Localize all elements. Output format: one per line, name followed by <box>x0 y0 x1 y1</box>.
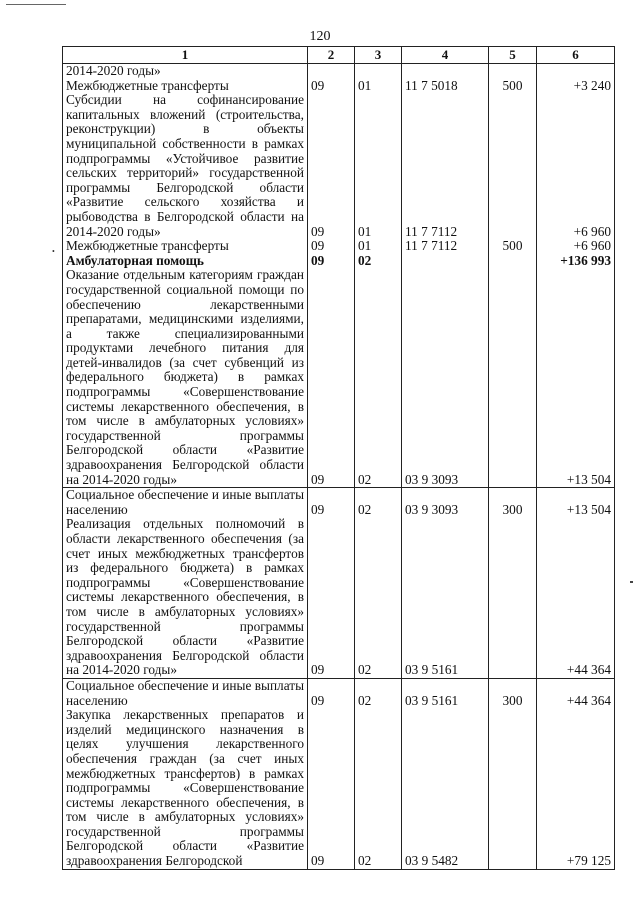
amount-cell: +79 125 <box>537 708 615 869</box>
budget-table <box>62 46 615 870</box>
header-col-4: 4 <box>402 47 489 64</box>
section-code-cell: 09 <box>308 268 355 487</box>
table-row <box>63 64 615 79</box>
target-article-cell: 03 9 5161 <box>402 678 489 708</box>
subsection-code-cell: 01 <box>355 93 402 239</box>
target-article-cell: 11 7 7112 <box>402 93 489 239</box>
amount-cell: +44 364 <box>537 517 615 678</box>
description-cell: 2014-2020 годы» <box>63 64 308 79</box>
table-row <box>63 239 615 254</box>
header-col-6: 6 <box>537 47 615 64</box>
description-cell: Закупка лекарственных препаратов и изделий медицинского назначения в целях улучшения лекарственного обеспечения граждан (за счет иных межбюджетных трансфертов) в рамках подпрограммы «Совершенствование системы лекарственного обеспечения, в том числе в амбулаторных условиях» государственной программы Белгородской области «Развитие здравоохранения Белгородской <box>63 708 308 869</box>
expense-type-cell: 500 <box>489 79 537 94</box>
table-row <box>63 488 615 518</box>
expense-type-cell <box>489 254 537 269</box>
expense-type-cell: 300 <box>489 678 537 708</box>
subsection-code-cell: 02 <box>355 488 402 518</box>
description-cell: Социальное обеспечение и иные выплаты населению <box>63 678 308 708</box>
description-cell: Субсидии на софинансирование капитальных вложений (строительства, реконструкции) в объекты муниципальной собственности в рамках подпрограммы «Устойчивое развитие сельских территорий» государственной программы Белгородской области «Развитие сельского хозяйства и рыбоводства в Белгородской области на 2014-2020 годы» <box>63 93 308 239</box>
subsection-code-cell: 02 <box>355 517 402 678</box>
header-col-5: 5 <box>489 47 537 64</box>
expense-type-cell: 300 <box>489 488 537 518</box>
expense-type-cell <box>489 708 537 869</box>
amount-cell: +6 960 <box>537 239 615 254</box>
target-article-cell: 03 9 3093 <box>402 488 489 518</box>
description-cell: Межбюджетные трансферты <box>63 79 308 94</box>
target-article-cell <box>402 254 489 269</box>
page-number: 120 <box>309 29 331 44</box>
header-col-1: 1 <box>63 47 308 64</box>
amount-cell: +6 960 <box>537 93 615 239</box>
table-header <box>63 47 615 64</box>
amount-cell: +44 364 <box>537 678 615 708</box>
table-row <box>63 79 615 94</box>
scan-edge-line <box>6 4 66 5</box>
amount-cell: +13 504 <box>537 268 615 487</box>
subsection-code-cell: 02 <box>355 678 402 708</box>
expense-type-cell <box>489 268 537 487</box>
description-cell: Социальное обеспечение и иные выплаты населению <box>63 488 308 518</box>
description-cell: Реализация отдельных полномочий в области лекарственного обеспечения (за счет иных межбюджетных трансфертов из федерального бюджета) в рамках подпрограммы «Совершенствование системы лекарственного обеспечения, в том числе в амбулаторных условиях» государственной программы Белгородской области «Развитие здравоохранения Белгородской области на 2014-2020 годы» <box>63 517 308 678</box>
section-code-cell <box>308 64 355 79</box>
amount-cell: +13 504 <box>537 488 615 518</box>
expense-type-cell <box>489 64 537 79</box>
target-article-cell <box>402 64 489 79</box>
description-cell: Оказание отдельным категориям граждан государственной социальной помощи по обеспечению лекарственными препаратами, медицинскими изделиями, а также специализированными продуктами лечебного питания для детей-инвалидов (за счет субвенций из федерального бюджета) в рамках подпрограммы «Совершенствование системы лекарственного обеспечения, в том числе в амбулаторных условиях» государственной программы Белгородской области «Развитие здравоохранения Белгородской области на 2014-2020 годы» <box>63 268 308 487</box>
target-article-cell: 03 9 5161 <box>402 517 489 678</box>
description-cell: Межбюджетные трансферты <box>63 239 308 254</box>
expense-type-cell <box>489 93 537 239</box>
header-col-3: 3 <box>355 47 402 64</box>
amount-cell: +3 240 <box>537 79 615 94</box>
section-code-cell: 09 <box>308 708 355 869</box>
target-article-cell: 03 9 3093 <box>402 268 489 487</box>
target-article-cell: 11 7 5018 <box>402 79 489 94</box>
expense-type-cell: 500 <box>489 239 537 254</box>
table-row <box>63 254 615 269</box>
section-code-cell: 09 <box>308 239 355 254</box>
subsection-code-cell: 02 <box>355 268 402 487</box>
header-col-2: 2 <box>308 47 355 64</box>
table-row <box>63 93 615 239</box>
subsection-code-cell <box>355 64 402 79</box>
section-code-cell: 09 <box>308 254 355 269</box>
expense-type-cell <box>489 517 537 678</box>
target-article-cell: 03 9 5482 <box>402 708 489 869</box>
table-body <box>63 64 615 870</box>
table-row <box>63 517 615 678</box>
section-code-cell: 09 <box>308 488 355 518</box>
table-row <box>63 268 615 487</box>
amount-cell: +136 993 <box>537 254 615 269</box>
section-code-cell: 09 <box>308 517 355 678</box>
subsection-code-cell: 02 <box>355 708 402 869</box>
margin-mark: • <box>52 247 55 256</box>
subsection-code-cell: 01 <box>355 239 402 254</box>
section-code-cell: 09 <box>308 93 355 239</box>
scan-speck <box>630 581 633 583</box>
section-code-cell: 09 <box>308 79 355 94</box>
description-cell: Амбулаторная помощь <box>63 254 308 269</box>
table-row <box>63 678 615 708</box>
table-row <box>63 708 615 869</box>
subsection-code-cell: 02 <box>355 254 402 269</box>
target-article-cell: 11 7 7112 <box>402 239 489 254</box>
subsection-code-cell: 01 <box>355 79 402 94</box>
amount-cell <box>537 64 615 79</box>
section-code-cell: 09 <box>308 678 355 708</box>
